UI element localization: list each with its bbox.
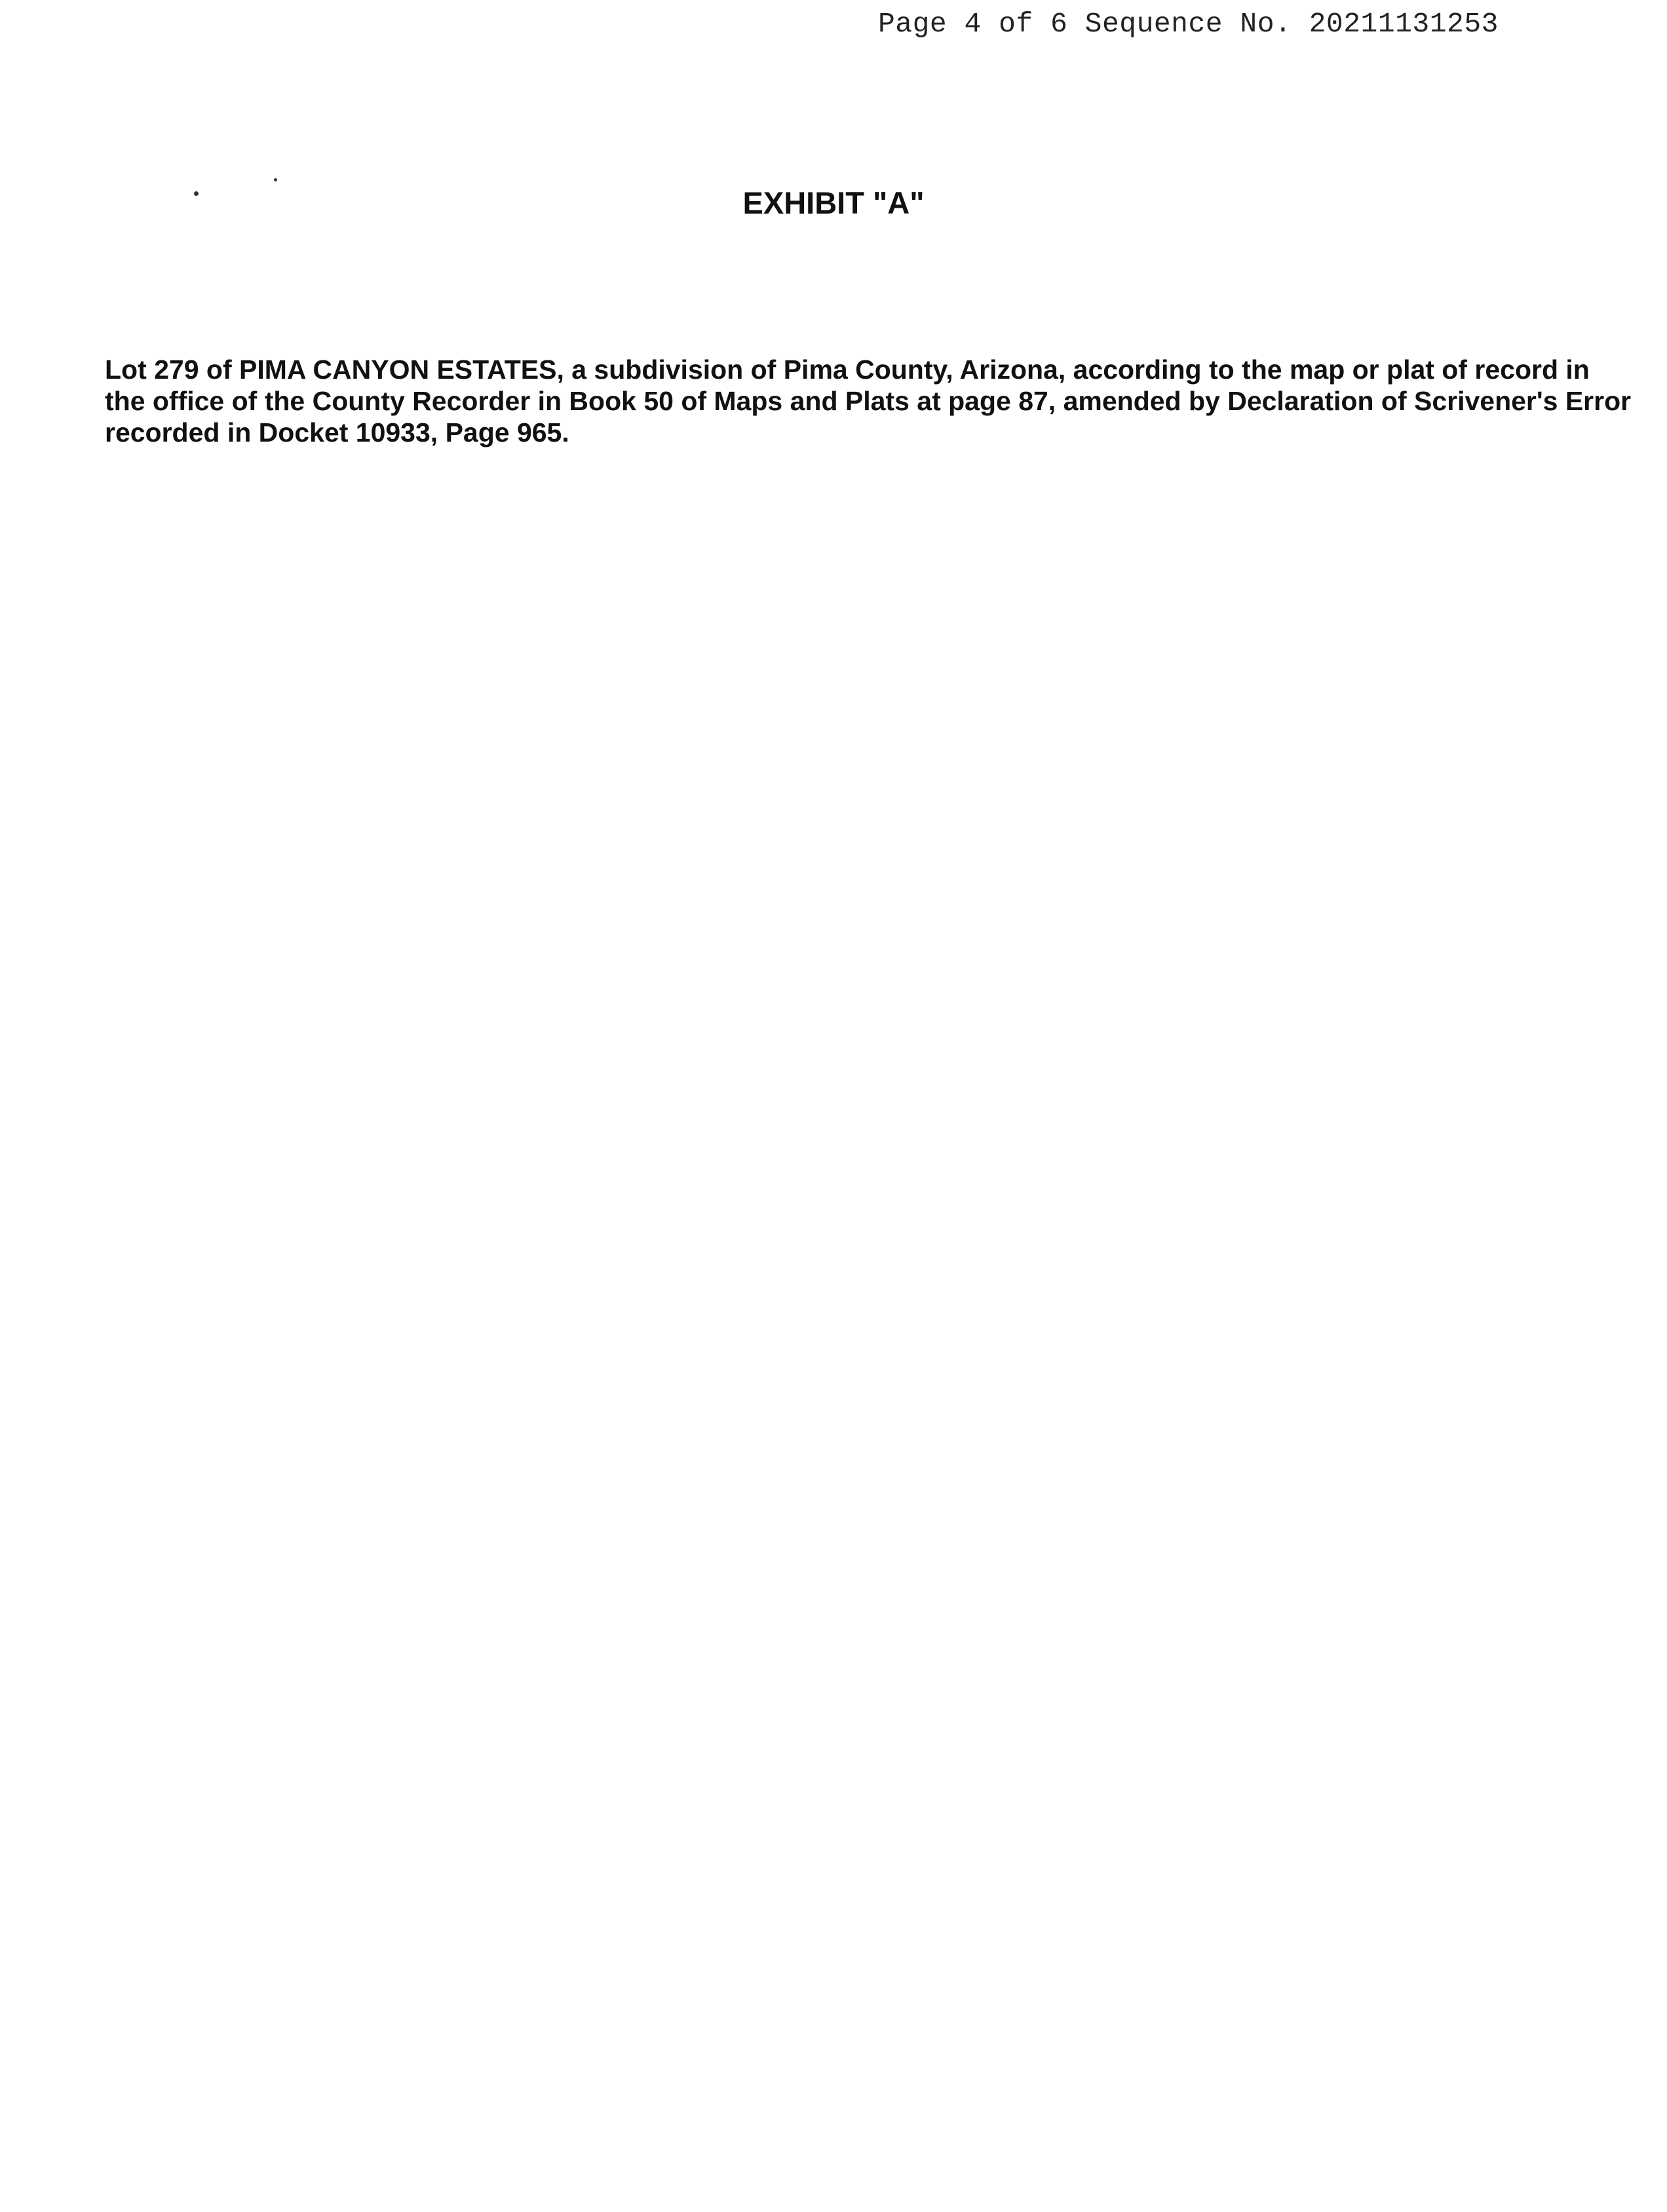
legal-description-line: the office of the County Recorder in Book 50 of Maps and Plats at page 87, amended by Declaration of Scrivener's Error [105, 386, 1632, 416]
legal-description [105, 354, 1632, 448]
page-sequence-stamp: Page 4 of 6 Sequence No. 20211131253 [878, 8, 1499, 40]
exhibit-title: EXHIBIT "A" [742, 185, 925, 220]
legal-description-line: Lot 279 of PIMA CANYON ESTATES, a subdivision of Pima County, Arizona, according to the map or plat of record in [105, 354, 1590, 385]
scan-speck [274, 178, 277, 181]
legal-description-line: recorded in Docket 10933, Page 965. [105, 417, 569, 448]
